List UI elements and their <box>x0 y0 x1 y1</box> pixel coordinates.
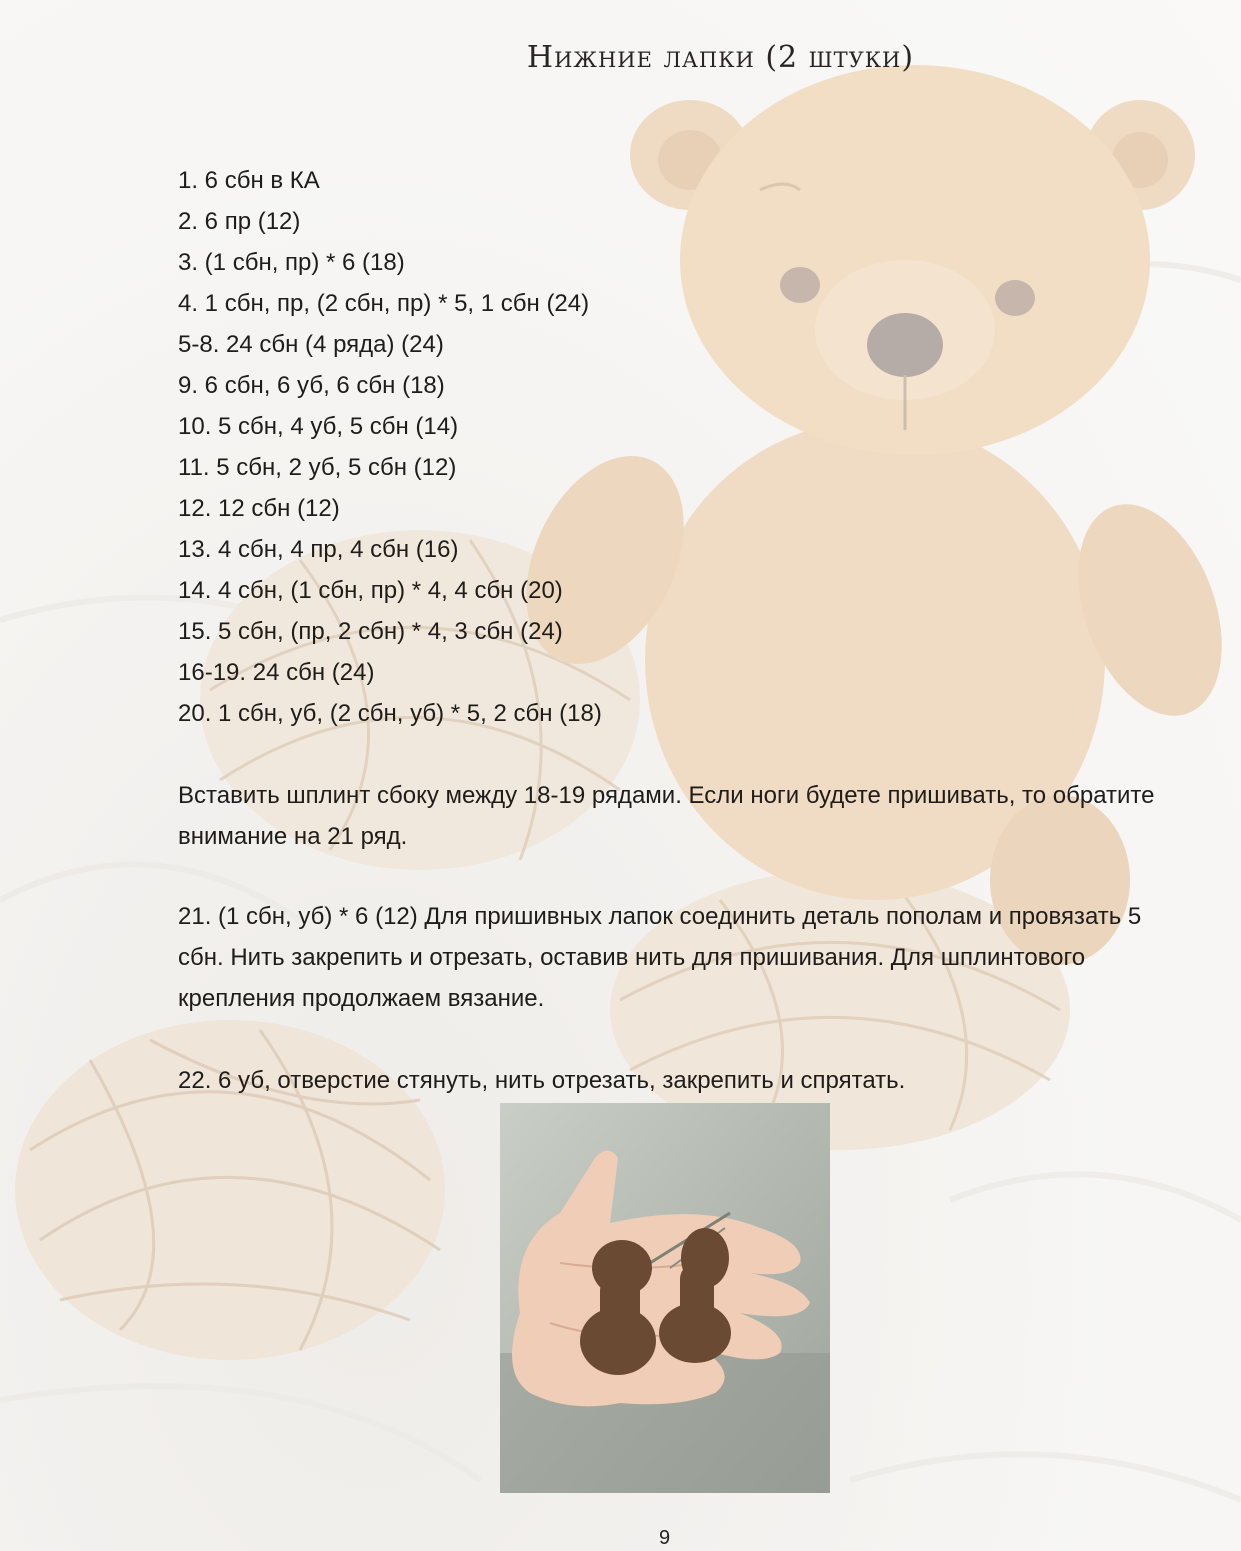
step-2: 2. 6 пр (12) <box>178 208 301 235</box>
step-16-19: 16-19. 24 сбн (24) <box>178 659 375 686</box>
step-21-note: 21. (1 сбн, уб) * 6 (12) Для пришивных лапок соединить деталь пополам и провязать 5 сбн. Нить закрепить и отрезать, оставив нить для пришивания. Для шплинтового крепления продолжаем вязание. <box>178 903 1142 1012</box>
step-11: 11. 5 сбн, 2 уб, 5 сбн (12) <box>178 454 457 481</box>
step-9: 9. 6 сбн, 6 уб, 6 сбн (18) <box>178 372 445 399</box>
page-title: Нижние лапки (2 штуки) <box>526 40 915 75</box>
step-5-8: 5-8. 24 сбн (4 ряда) (24) <box>178 331 444 358</box>
step-1: 1. 6 сбн в КА <box>178 167 320 194</box>
step-4: 4. 1 сбн, пр, (2 сбн, пр) * 5, 1 сбн (24) <box>178 290 590 317</box>
step-3: 3. (1 сбн, пр) * 6 (18) <box>178 249 405 276</box>
step-12: 12. 12 сбн (12) <box>178 495 340 522</box>
pattern-steps <box>178 160 602 734</box>
step-10: 10. 5 сбн, 4 уб, 5 сбн (14) <box>178 413 459 440</box>
hand-with-legs-image <box>500 1103 830 1493</box>
step-14: 14. 4 сбн, (1 сбн, пр) * 4, 4 сбн (20) <box>178 577 563 604</box>
step-22-note: 22. 6 уб, отверстие стянуть, нить отрезать, закрепить и спрятать. <box>178 1067 906 1094</box>
page-number: 9 <box>658 1527 671 1549</box>
step-20: 20. 1 сбн, уб, (2 сбн, уб) * 5, 2 сбн (18) <box>178 700 602 727</box>
step-13: 13. 4 сбн, 4 пр, 4 сбн (16) <box>178 536 459 563</box>
step-15: 15. 5 сбн, (пр, 2 сбн) * 4, 3 сбн (24) <box>178 618 563 645</box>
split-pin-note: Вставить шплинт сбоку между 18-19 рядами. Если ноги будете пришивать, то обратите внимание на 21 ряд. <box>178 782 1155 850</box>
legs-photo <box>500 1103 830 1493</box>
